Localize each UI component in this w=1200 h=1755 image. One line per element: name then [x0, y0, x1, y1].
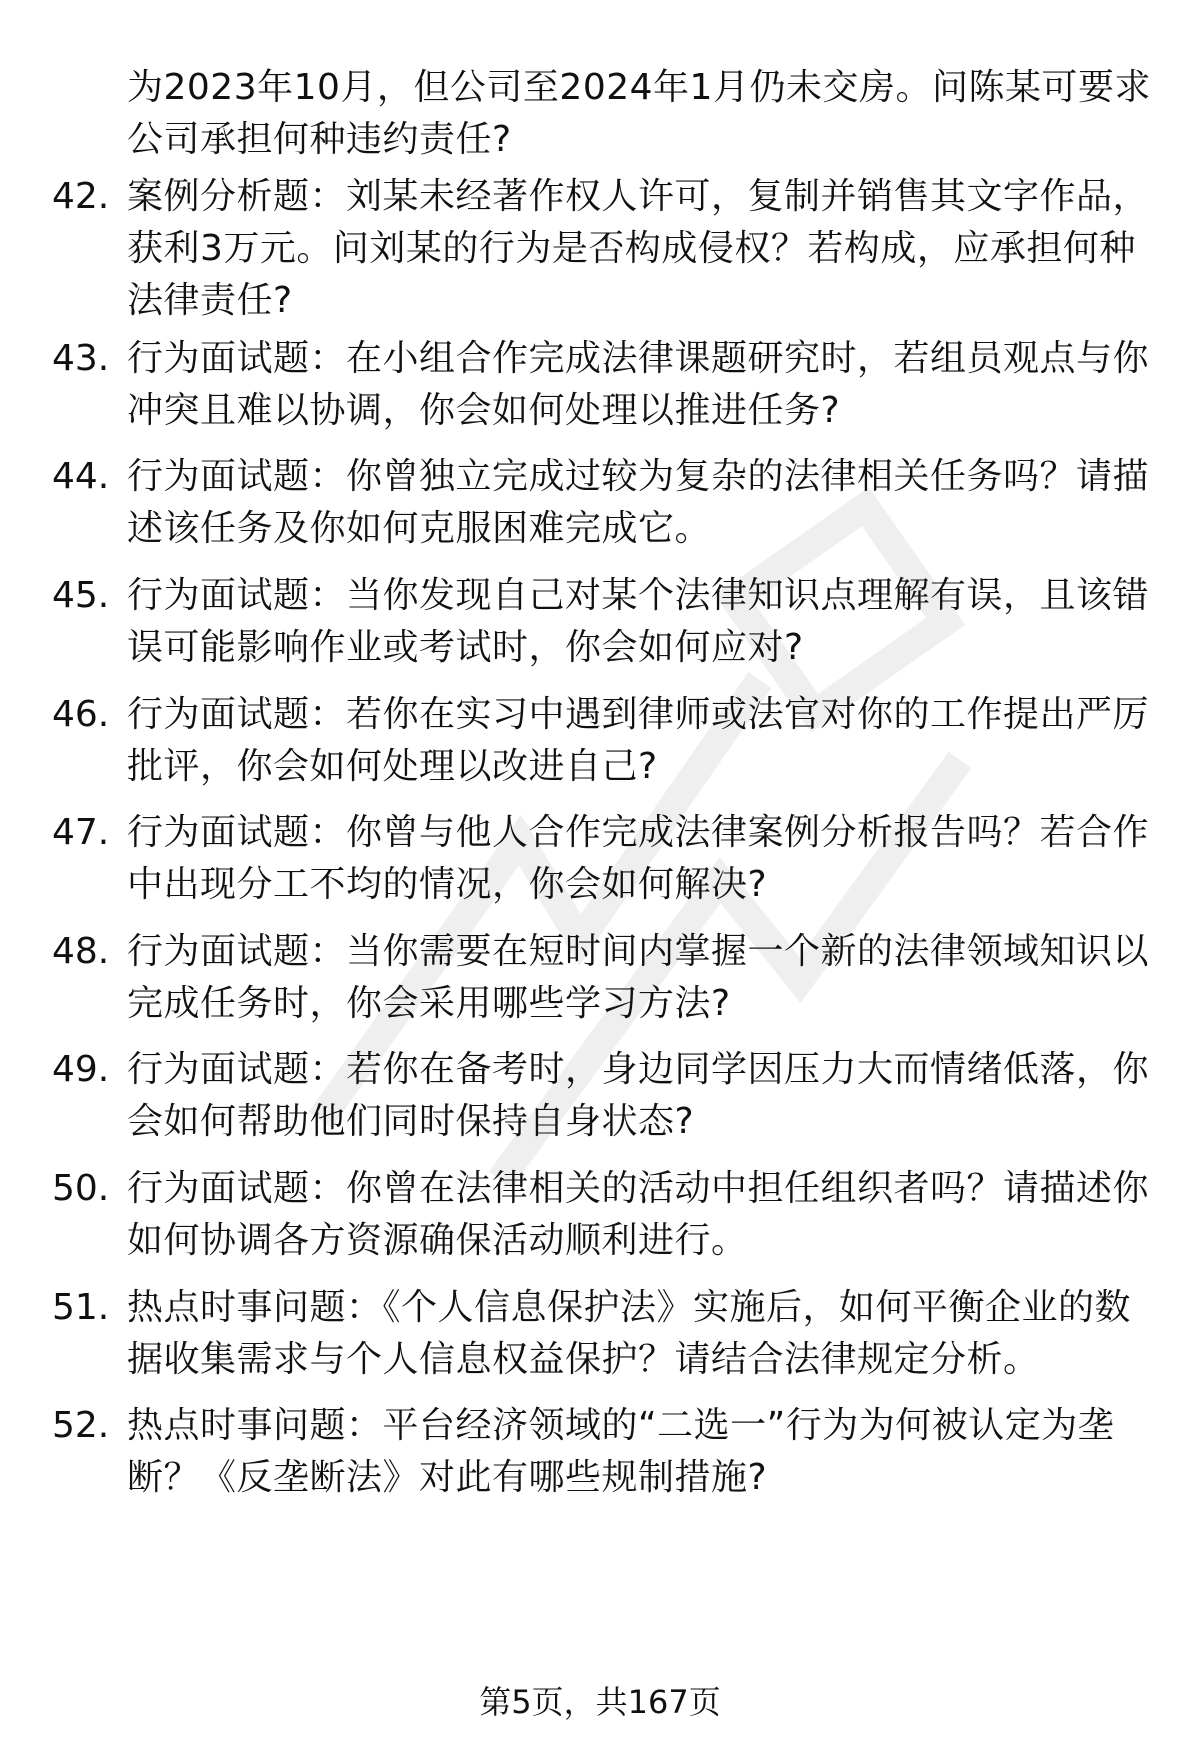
question-text: 行为面试题：你曾在法律相关的活动中担任组织者吗？请描述你如何协调各方资源确保活动顺利进行。: [127, 1168, 1150, 1261]
question-number: 49.: [52, 1049, 110, 1090]
question-text: 行为面试题：当你发现自己对某个法律知识点理解有误，且该错误可能影响作业或考试时，你会如何应对?: [127, 575, 1150, 668]
question-number: 50.: [52, 1168, 110, 1209]
question-number: 48.: [52, 931, 110, 972]
question-number: 42.: [52, 176, 110, 217]
question-number: 51.: [52, 1287, 110, 1328]
question-text: 行为面试题：在小组合作完成法律课题研究时，若组员观点与你冲突且难以协调，你会如何处理以推进任务?: [127, 338, 1150, 431]
question-number: 43.: [52, 338, 110, 379]
question-number: 46.: [52, 694, 110, 735]
question-text: 热点时事问题：《个人信息保护法》实施后，如何平衡企业的数据收集需求与个人信息权益保护？请结合法律规定分析。: [127, 1287, 1132, 1380]
question-text: 行为面试题：你曾独立完成过较为复杂的法律相关任务吗？请描述该任务及你如何克服困难完成它。: [127, 456, 1150, 549]
question-text: 行为面试题：若你在备考时，身边同学因压力大而情绪低落，你会如何帮助他们同时保持自身状态?: [127, 1049, 1150, 1142]
page-footer: 第5页，共167页: [479, 1683, 721, 1721]
question-number: 44.: [52, 456, 110, 497]
question-text: 案例分析题：刘某未经著作权人许可，复制并销售其文字作品，获利3万元。问刘某的行为是否构成侵权？若构成，应承担何种法律责任?: [127, 176, 1150, 321]
continuation-text: 为2023年10月，但公司至2024年1月仍未交房。问陈某可要求公司承担何种违约责任?: [127, 67, 1151, 160]
question-text: 行为面试题：若你在实习中遇到律师或法官对你的工作提出严厉批评，你会如何处理以改进自己?: [127, 694, 1150, 787]
question-number: 47.: [52, 812, 110, 853]
question-number: 45.: [52, 575, 110, 616]
question-text: 行为面试题：你曾与他人合作完成法律案例分析报告吗？若合作中出现分工不均的情况，你会如何解决?: [127, 812, 1150, 905]
question-text: 热点时事问题：平台经济领域的“二选一”行为为何被认定为垄断？《反垄断法》对此有哪些规制措施?: [127, 1405, 1115, 1498]
question-text: 行为面试题：当你需要在短时间内掌握一个新的法律领域知识以完成任务时，你会采用哪些学习方法?: [127, 931, 1150, 1024]
question-number: 52.: [52, 1405, 110, 1446]
